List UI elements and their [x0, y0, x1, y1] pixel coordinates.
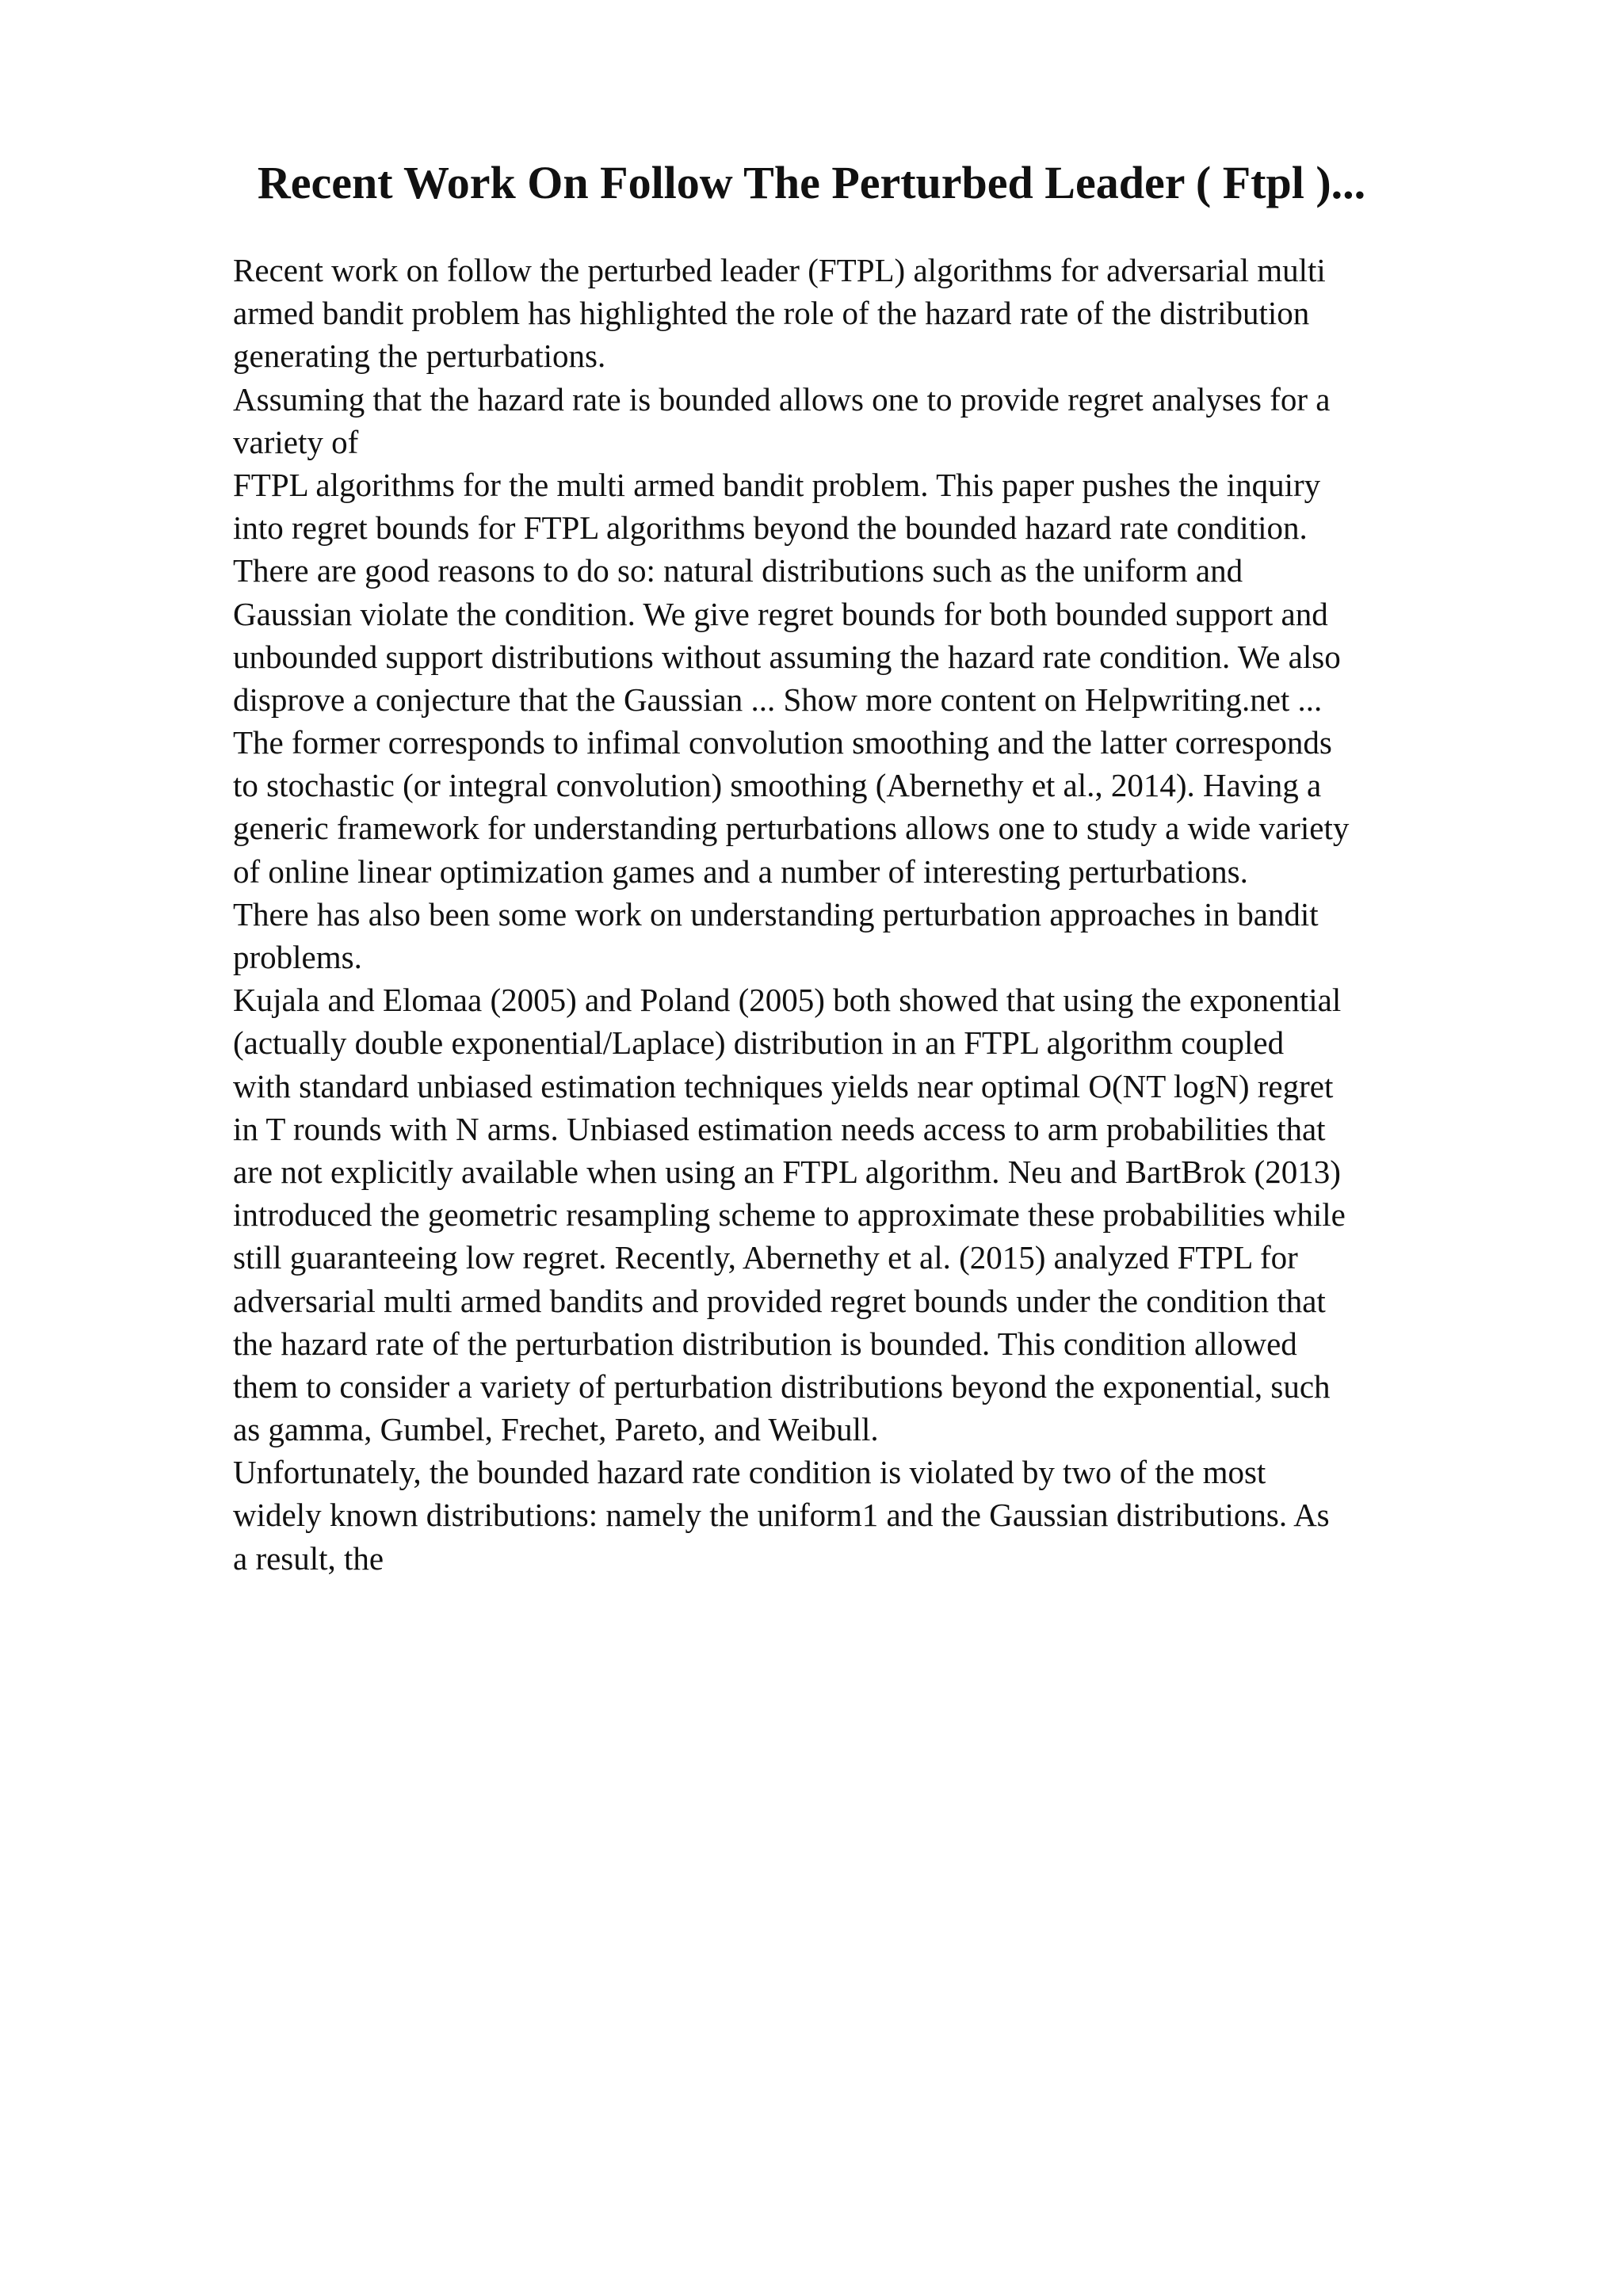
body-line: still guaranteeing low regret. Recently, Abernethy et al. (2015) analyzed FTPL for [233, 1239, 1298, 1276]
body-line: with standard unbiased estimation techniques yields near optimal O(NT logN) regret [233, 1067, 1334, 1104]
body-line: (actually double exponential/Laplace) distribution in an FTPL algorithm coupled [233, 1024, 1285, 1062]
body-line: are not explicitly available when using an FTPL algorithm. Neu and BartBrok (2013) [233, 1153, 1341, 1190]
body-line: Kujala and Elomaa (2005) and Poland (2005) both showed that using the exponential [233, 982, 1342, 1019]
body-line: into regret bounds for FTPL algorithms beyond the bounded hazard rate condition. [233, 509, 1308, 547]
body-line: Assuming that the hazard rate is bounded allows one to provide regret analyses for a [233, 380, 1331, 418]
body-line: Gaussian violate the condition. We give regret bounds for both bounded support and [233, 595, 1328, 632]
body-line: to stochastic (or integral convolution) smoothing (Abernethy et al., 2014). Having a [233, 767, 1322, 804]
body-line: a result, the [233, 1539, 384, 1577]
body-line: as gamma, Gumbel, Frechet, Pareto, and Weibull. [233, 1411, 879, 1448]
body-line: FTPL algorithms for the multi armed bandit problem. This paper pushes the inquiry [233, 466, 1321, 503]
body-line: generating the perturbations. [233, 338, 606, 375]
document-body [233, 249, 1517, 1580]
document-title: Recent Work On Follow The Perturbed Leader ( Ftpl )... [257, 157, 1366, 208]
body-line: generic framework for understanding perturbations allows one to study a wide variety [233, 810, 1350, 847]
body-line: Recent work on follow the perturbed leader (FTPL) algorithms for adversarial multi [233, 252, 1326, 288]
body-line: There are good reasons to do so: natural distributions such as the uniform and [233, 552, 1243, 589]
body-line: unbounded support distributions without assuming the hazard rate condition. We also [233, 638, 1341, 675]
body-line: The former corresponds to infimal convolution smoothing and the latter corresponds [233, 724, 1332, 761]
body-line: armed bandit problem has highlighted the role of the hazard rate of the distribution [233, 295, 1310, 332]
body-line: in T rounds with N arms. Unbiased estimation needs access to arm probabilities that [233, 1110, 1326, 1147]
body-line: the hazard rate of the perturbation distribution is bounded. This condition allowed [233, 1325, 1297, 1362]
body-line: variety of [233, 423, 359, 460]
body-line: problems. [233, 939, 362, 975]
body-line: them to consider a variety of perturbation distributions beyond the exponential, such [233, 1367, 1331, 1405]
body-line: Unfortunately, the bounded hazard rate condition is violated by two of the most [233, 1454, 1266, 1491]
body-line: adversarial multi armed bandits and provided regret bounds under the condition that [233, 1282, 1326, 1319]
body-line: introduced the geometric resampling scheme to approximate these probabilities while [233, 1196, 1346, 1234]
body-line: of online linear optimization games and a number of interesting perturbations. [233, 852, 1248, 890]
body-line: There has also been some work on understanding perturbation approaches in bandit [233, 895, 1319, 933]
body-line: widely known distributions: namely the uniform1 and the Gaussian distributions. As [233, 1497, 1330, 1534]
body-line: disprove a conjecture that the Gaussian ... Show more content on Helpwriting.net ... [233, 681, 1323, 718]
